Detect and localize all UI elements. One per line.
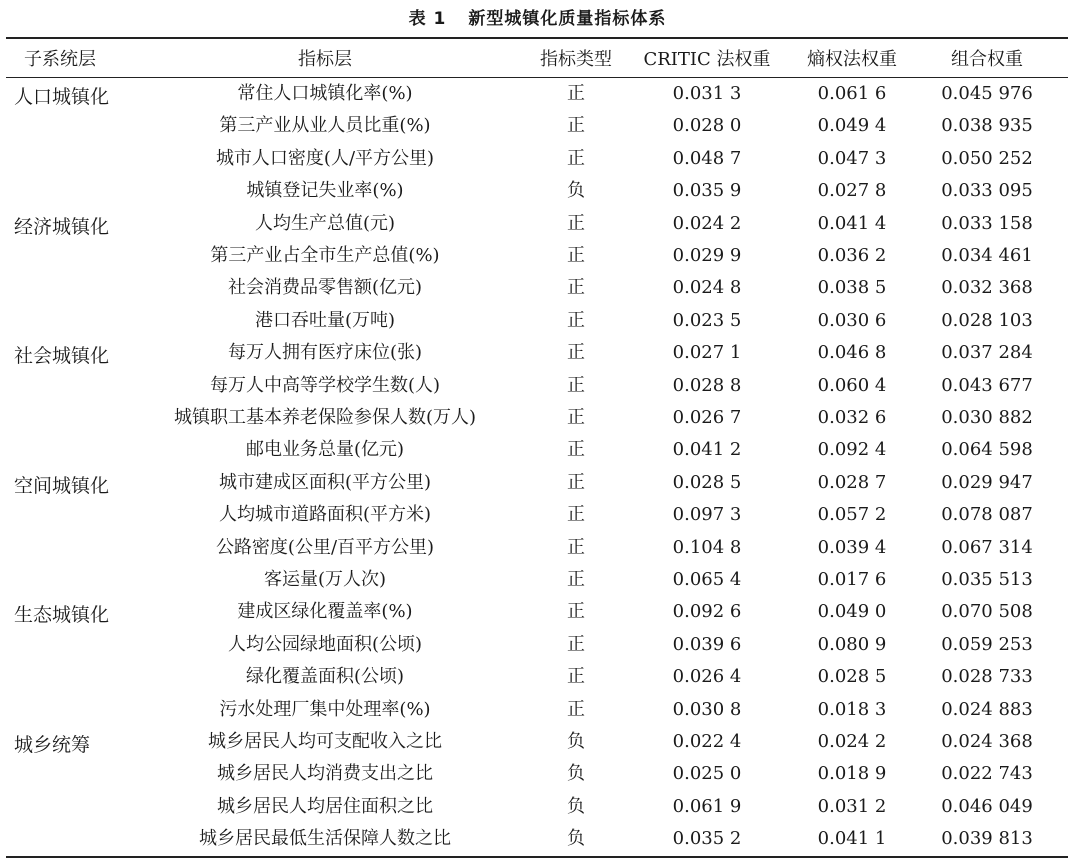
critic-weight-cell: 0.035 2 (672, 828, 742, 850)
critic-weight-cell: 0.024 2 (672, 212, 742, 234)
critic-weight-cell: 0.104 8 (672, 536, 742, 558)
table-row (0, 791, 1075, 823)
critic-weight-cell: 0.092 6 (672, 601, 742, 623)
type-cell: 正 (567, 439, 585, 461)
entropy-weight-cell: 0.032 6 (817, 407, 887, 428)
combined-weight-cell: 0.034 461 (941, 245, 1033, 266)
table-row (0, 240, 1075, 272)
critic-weight-cell: 0.022 4 (672, 731, 742, 752)
critic-weight-cell: 0.039 6 (672, 633, 742, 655)
type-cell: 正 (567, 601, 585, 623)
combined-weight-cell: 0.033 158 (941, 212, 1033, 234)
entropy-weight-cell: 0.041 1 (817, 828, 887, 850)
critic-weight-cell: 0.035 9 (672, 180, 742, 202)
table-row (0, 370, 1075, 402)
indicator-cell: 城镇职工基本养老保险参保人数(万人) (173, 407, 477, 428)
table-row (0, 337, 1075, 369)
table-row (0, 175, 1075, 207)
critic-weight-cell: 0.027 1 (672, 342, 742, 364)
type-cell: 正 (567, 666, 585, 688)
table-row (0, 532, 1075, 564)
type-cell: 正 (567, 536, 585, 558)
indicator-cell: 每万人拥有医疗床位(张) (227, 342, 423, 364)
header-subsystem: 子系统层 (24, 49, 96, 70)
entropy-weight-cell: 0.028 7 (817, 471, 887, 493)
combined-weight-cell: 0.035 513 (941, 569, 1033, 590)
subsystem-label: 人口城镇化 (14, 86, 110, 108)
combined-weight-cell: 0.032 368 (941, 277, 1033, 299)
subsystem-label: 社会城镇化 (14, 345, 110, 368)
entropy-weight-cell: 0.024 2 (817, 731, 887, 752)
indicator-cell: 第三产业占全市生产总值(%) (210, 245, 440, 266)
subsystem-label: 生态城镇化 (14, 604, 110, 627)
entropy-weight-cell: 0.060 4 (817, 374, 887, 396)
table-row (0, 499, 1075, 531)
combined-weight-cell: 0.039 813 (941, 828, 1033, 850)
table-row (0, 467, 1075, 499)
entropy-weight-cell: 0.018 9 (817, 763, 887, 785)
combined-weight-cell: 0.070 508 (941, 601, 1033, 623)
type-cell: 正 (567, 277, 585, 299)
critic-weight-cell: 0.097 3 (672, 504, 742, 526)
entropy-weight-cell: 0.017 6 (817, 569, 887, 590)
combined-weight-cell: 0.024 883 (941, 698, 1033, 720)
table-row (0, 402, 1075, 434)
header-critic-weight: CRITIC 法权重 (643, 49, 771, 70)
type-cell: 正 (567, 342, 585, 364)
critic-weight-cell: 0.028 0 (672, 115, 742, 137)
indicator-cell: 城乡居民最低生活保障人数之比 (199, 828, 451, 850)
subsystem-label: 经济城镇化 (14, 215, 110, 238)
table-row (0, 758, 1075, 790)
combined-weight-cell: 0.024 368 (941, 731, 1033, 752)
indicator-cell: 人均城市道路面积(平方米) (218, 504, 432, 526)
critic-weight-cell: 0.025 0 (672, 763, 742, 785)
table-row (0, 629, 1075, 661)
table-row (0, 596, 1075, 628)
combined-weight-cell: 0.030 882 (941, 407, 1033, 428)
critic-weight-cell: 0.024 8 (672, 277, 742, 299)
combined-weight-cell: 0.029 947 (941, 471, 1033, 493)
type-cell: 正 (567, 147, 585, 169)
header-entropy-weight: 熵权法权重 (807, 49, 897, 70)
entropy-weight-cell: 0.030 6 (817, 309, 887, 331)
entropy-weight-cell: 0.028 5 (817, 666, 887, 688)
table-row (0, 726, 1075, 758)
indicator-cell: 城乡居民人均消费支出之比 (217, 763, 433, 785)
table-title: 新型城镇化质量指标体系 (468, 9, 667, 29)
header-combined-weight: 组合权重 (951, 49, 1023, 70)
type-cell: 负 (567, 763, 585, 785)
combined-weight-cell: 0.064 598 (941, 439, 1033, 461)
critic-weight-cell: 0.023 5 (672, 309, 742, 331)
entropy-weight-cell: 0.049 0 (817, 601, 887, 623)
top-rule (6, 37, 1068, 39)
critic-weight-cell: 0.048 7 (672, 147, 742, 169)
subsystem-label: 空间城镇化 (14, 474, 110, 497)
type-cell: 正 (567, 374, 585, 396)
type-cell: 正 (567, 309, 585, 331)
entropy-weight-cell: 0.057 2 (817, 504, 887, 526)
critic-weight-cell: 0.026 7 (672, 407, 742, 428)
type-cell: 正 (567, 569, 585, 590)
indicator-cell: 城乡居民人均可支配收入之比 (208, 731, 442, 752)
entropy-weight-cell: 0.080 9 (817, 633, 887, 655)
entropy-weight-cell: 0.027 8 (817, 180, 887, 202)
combined-weight-cell: 0.059 253 (941, 633, 1033, 655)
combined-weight-cell: 0.038 935 (941, 115, 1033, 137)
indicator-cell: 港口吞吐量(万吨) (254, 309, 396, 331)
type-cell: 正 (567, 115, 585, 137)
indicator-cell: 绿化覆盖面积(公顷) (245, 666, 405, 688)
table-row (0, 208, 1075, 240)
type-cell: 负 (567, 180, 585, 202)
table-row (0, 272, 1075, 304)
table-row (0, 305, 1075, 337)
indicator-cell: 邮电业务总量(亿元) (245, 439, 405, 461)
table-row (0, 110, 1075, 142)
critic-weight-cell: 0.028 8 (672, 374, 742, 396)
table-row (0, 143, 1075, 175)
combined-weight-cell: 0.037 284 (941, 342, 1033, 364)
indicator-cell: 社会消费品零售额(亿元) (227, 277, 423, 299)
header-type: 指标类型 (540, 49, 612, 70)
indicator-cell: 公路密度(公里/百平方公里) (215, 536, 435, 558)
combined-weight-cell: 0.028 733 (941, 666, 1033, 688)
table-row (0, 661, 1075, 693)
table-body (0, 78, 1075, 856)
type-cell: 正 (567, 633, 585, 655)
type-cell: 正 (567, 407, 585, 428)
type-cell: 正 (567, 698, 585, 720)
indicator-cell: 城乡居民人均居住面积之比 (217, 795, 433, 817)
entropy-weight-cell: 0.092 4 (817, 439, 887, 461)
bottom-rule (6, 856, 1068, 858)
indicator-cell: 人均公园绿地面积(公顷) (227, 633, 423, 655)
combined-weight-cell: 0.033 095 (941, 180, 1033, 202)
entropy-weight-cell: 0.061 6 (817, 83, 887, 104)
type-cell: 正 (567, 504, 585, 526)
indicator-cell: 常住人口城镇化率(%) (237, 83, 413, 104)
type-cell: 正 (567, 212, 585, 234)
critic-weight-cell: 0.026 4 (672, 666, 742, 688)
combined-weight-cell: 0.046 049 (941, 795, 1033, 817)
indicator-cell: 第三产业从业人员比重(%) (219, 115, 431, 137)
indicator-cell: 建成区绿化覆盖率(%) (237, 601, 413, 623)
combined-weight-cell: 0.050 252 (941, 147, 1033, 169)
entropy-weight-cell: 0.036 2 (817, 245, 887, 266)
table-row (0, 564, 1075, 596)
type-cell: 负 (567, 731, 585, 752)
combined-weight-cell: 0.022 743 (941, 763, 1033, 785)
critic-weight-cell: 0.065 4 (672, 569, 742, 590)
combined-weight-cell: 0.078 087 (941, 504, 1033, 526)
table-row (0, 434, 1075, 466)
type-cell: 负 (567, 795, 585, 817)
table-row (0, 694, 1075, 726)
critic-weight-cell: 0.030 8 (672, 698, 742, 720)
indicator-cell: 污水处理厂集中处理率(%) (219, 698, 431, 720)
critic-weight-cell: 0.031 3 (672, 83, 742, 104)
indicator-cell: 每万人中高等学校学生数(人) (209, 374, 441, 396)
critic-weight-cell: 0.041 2 (672, 439, 742, 461)
subsystem-label: 城乡统筹 (14, 734, 91, 756)
type-cell: 负 (567, 828, 585, 850)
entropy-weight-cell: 0.046 8 (817, 342, 887, 364)
table-caption (0, 4, 1075, 29)
entropy-weight-cell: 0.018 3 (817, 698, 887, 720)
table-row (0, 78, 1075, 110)
type-cell: 正 (567, 245, 585, 266)
entropy-weight-cell: 0.031 2 (817, 795, 887, 817)
indicator-cell: 人均生产总值(元) (254, 212, 396, 234)
combined-weight-cell: 0.045 976 (941, 83, 1033, 104)
table-header (0, 40, 1075, 76)
type-cell: 正 (567, 471, 585, 493)
type-cell: 正 (567, 83, 585, 104)
critic-weight-cell: 0.061 9 (672, 795, 742, 817)
header-indicator: 指标层 (298, 49, 352, 70)
combined-weight-cell: 0.028 103 (941, 309, 1033, 331)
indicator-cell: 城市人口密度(人/平方公里) (215, 147, 435, 169)
table-number: 表 1 (408, 9, 447, 29)
indicator-cell: 城镇登记失业率(%) (246, 180, 404, 202)
combined-weight-cell: 0.067 314 (941, 536, 1033, 558)
critic-weight-cell: 0.029 9 (672, 245, 742, 266)
entropy-weight-cell: 0.049 4 (817, 115, 887, 137)
entropy-weight-cell: 0.039 4 (817, 536, 887, 558)
combined-weight-cell: 0.043 677 (941, 374, 1033, 396)
entropy-weight-cell: 0.038 5 (817, 277, 887, 299)
entropy-weight-cell: 0.047 3 (817, 147, 887, 169)
table-row (0, 823, 1075, 855)
critic-weight-cell: 0.028 5 (672, 471, 742, 493)
entropy-weight-cell: 0.041 4 (817, 212, 887, 234)
indicator-cell: 城市建成区面积(平方公里) (218, 471, 432, 493)
indicator-cell: 客运量(万人次) (263, 569, 387, 590)
